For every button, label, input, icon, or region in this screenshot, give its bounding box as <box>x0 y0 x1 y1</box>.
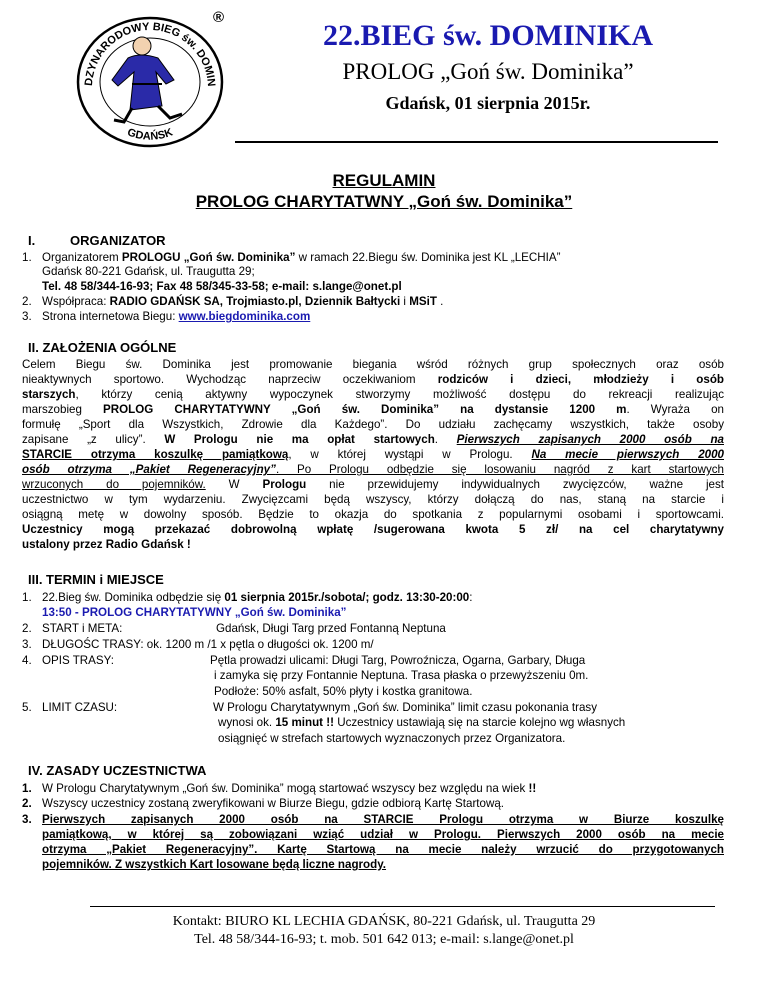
s3-limit-line1: W Prologu Charytatywnym „Goń św. Dominika” limit czasu pokonania trasy <box>213 701 598 714</box>
section-1-number: I. <box>28 233 36 248</box>
s4-item1-number: 1. <box>22 782 32 795</box>
section-2-paragraph: Celem Biegu św. Dominika jest promowanie biegania wśród różnych grup społecznych oraz osób nieaktywnych sportowo. Wychodząc naprzeciw oczekiwaniom rodziców i dzieci, młodzieży i osób starszych, którzy cenią aktywny wypoczynek stworzymy możliwość dostępu do rekreacji realizując marszobieg PROLOG CHARYTATYWNY „Goń św. Dominika” na dystansie 1200 m. Wyraża on formułę „Sport dla Wszystkich, Zdrowie dla Każdego”. Do udziału zachęcamy wszystkich, także osoby zapisane „z ulicy”. W Prologu nie ma opłat startowych. Pierwszych zapisanych 2000 osób na STARCIE otrzyma koszulkę pamiątkową, w której wystąpi w Prologu. Na mecie pierwszych 2000 osób otrzyma „Pakiet Regeneracyjny”. Po Prologu odbędzie się losowaniu nagród z kart startowych wrzuconych do pojemników. W Prologu nie przewidujemy indywidualnych zwycięzców, ważne jest uczestnictwo w tym wydarzeniu. Zwycięzcami będą wszyscy, którzy dołączą do nas, staną na starcie i osiągną metę w dowolny sposób. Będzie to okazja do spotkania z popularnymi osobami i sportowcami. Uczestnicy mogą przekazać dobrowolną wpłatę /sugerowana kwota 5 zł/ na cel charytatywny ustalony przez Radio Gdańsk ! <box>22 358 724 551</box>
regulamin-subheading: PROLOG CHARYTATWNY „Goń św. Dominika” <box>195 192 573 211</box>
s3-item2-value: Gdańsk, Długi Targ przed Fontanną Neptuna <box>216 622 446 635</box>
footer-contact-line1: Kontakt: BIURO KL LECHIA GDAŃSK, 80-221 Gdańsk, ul. Traugutta 29 <box>172 914 596 929</box>
s4-item2: Wszyscy uczestnicy zostaną zweryfikowani w Biurze Biegu, gdzie odbiorą Kartę Startową. <box>42 797 505 810</box>
s3-item3-number: 3. <box>22 638 32 651</box>
s1-item1-address: Gdańsk 80-221 Gdańsk, ul. Traugutta 29; <box>42 265 255 278</box>
section-3-title: III. TERMIN i MIEJSCE <box>28 572 164 587</box>
s3-item5-number: 5. <box>22 701 32 714</box>
logo-ring-bottom-text: GDAŃSK <box>125 126 175 143</box>
s3-item1: 22.Bieg św. Dominika odbędzie się 01 sierpnia 2015r./sobota/; godz. 13:30-20:00: <box>42 591 473 604</box>
s3-item4-number: 4. <box>22 654 32 667</box>
s1-item2-number: 2. <box>22 295 32 308</box>
s3-route-line2: i zamyka się przy Fontannie Neptuna. Trasa płaska o przewyższeniu 0m. <box>214 669 589 682</box>
s1-item1: Organizatorem PROLOGU „Goń św. Dominika” w ramach 22.Biegu św. Dominika jest KL „LECHIA” <box>42 251 561 264</box>
regulamin-heading: REGULAMIN <box>332 171 436 190</box>
s4-item3-number: 3. <box>22 813 32 826</box>
s3-item3: DŁUGOŚC TRASY: ok. 1200 m /1 x pętla o długości ok. 1200 m/ <box>42 638 374 651</box>
s3-prolog-time: 13:50 - PROLOG CHARYTATYWNY „Goń św. Dominika” <box>42 606 347 619</box>
section-2-title: II. ZAŁOŻENIA OGÓLNE <box>28 340 177 355</box>
section-4-title: IV. ZASADY UCZESTNICTWA <box>28 763 207 778</box>
footer-contact-line2: Tel. 48 58/344-16-93; t. mob. 501 642 013; e-mail: s.lange@onet.pl <box>194 932 574 947</box>
logo-ring-top-text: DZYNARODOWY BIEG św. DOMIN <box>82 20 218 88</box>
event-title: 22.BIEG św. DOMINIKA <box>322 19 654 52</box>
s1-item1-contact: Tel. 48 58/344-16-93; Fax 48 58/345-33-58; e-mail: s.lange@onet.pl <box>42 280 402 293</box>
s3-item2-number: 2. <box>22 622 32 635</box>
event-date: Gdańsk, 01 sierpnia 2015r. <box>385 93 591 113</box>
s4-item3: Pierwszych zapisanych 2000 osób na STARCIE Prologu otrzyma w Biurze koszulkę pamiątkową, w której są zobowiązani wziąć udział w Prologu. Pierwszych 2000 osób na mecie otrzyma „Pakiet Regeneracyjny”. Kartę Startową na mecie należy wrzucić do przygotowanych pojemników. Z wszystkich Kart losowane będą liczne nagrody. <box>42 813 724 871</box>
header-divider <box>235 141 718 143</box>
s3-item2-label: START i META: <box>42 622 123 635</box>
s1-item2: Współpraca: RADIO GDAŃSK SA, Trojmiasto.pl, Dziennik Bałtycki i MSiT . <box>42 295 444 308</box>
s3-limit-line3: osiągnięć w strefach startowych wyznaczonych przez Organizatora. <box>218 732 566 745</box>
s4-item1: W Prologu Charytatywnym „Goń św. Dominika” mogą startować wszyscy bez względu na wiek !! <box>42 782 537 795</box>
s3-item1-number: 1. <box>22 591 32 604</box>
website-link[interactable]: www.biegdominika.com <box>178 310 311 323</box>
s1-item1-number: 1. <box>22 251 32 264</box>
s3-route-line1: Pętla prowadzi ulicami: Długi Targ, Powroźnicza, Ogarna, Garbary, Długa <box>210 654 586 667</box>
s3-item4-label: OPIS TRASY: <box>42 654 114 667</box>
s1-item3: Strona internetowa Biegu: www.biegdominika.com <box>42 310 311 323</box>
s3-limit-line2: wynosi ok. 15 minut !! Uczestnicy ustawiają się na starcie kolejno wg własnych <box>218 716 626 729</box>
registered-mark: ® <box>213 9 225 26</box>
dominik-run-logo <box>70 10 230 150</box>
s3-item5-label: LIMIT CZASU: <box>42 701 118 714</box>
footer-divider <box>90 906 715 907</box>
s1-item3-number: 3. <box>22 310 32 323</box>
s3-route-line3: Podłoże: 50% asfalt, 50% płyty i kostka granitowa. <box>214 685 473 698</box>
event-subtitle: PROLOG „Goń św. Dominika” <box>342 59 634 84</box>
s4-item2-number: 2. <box>22 797 32 810</box>
section-1-title: ORGANIZATOR <box>70 233 166 248</box>
